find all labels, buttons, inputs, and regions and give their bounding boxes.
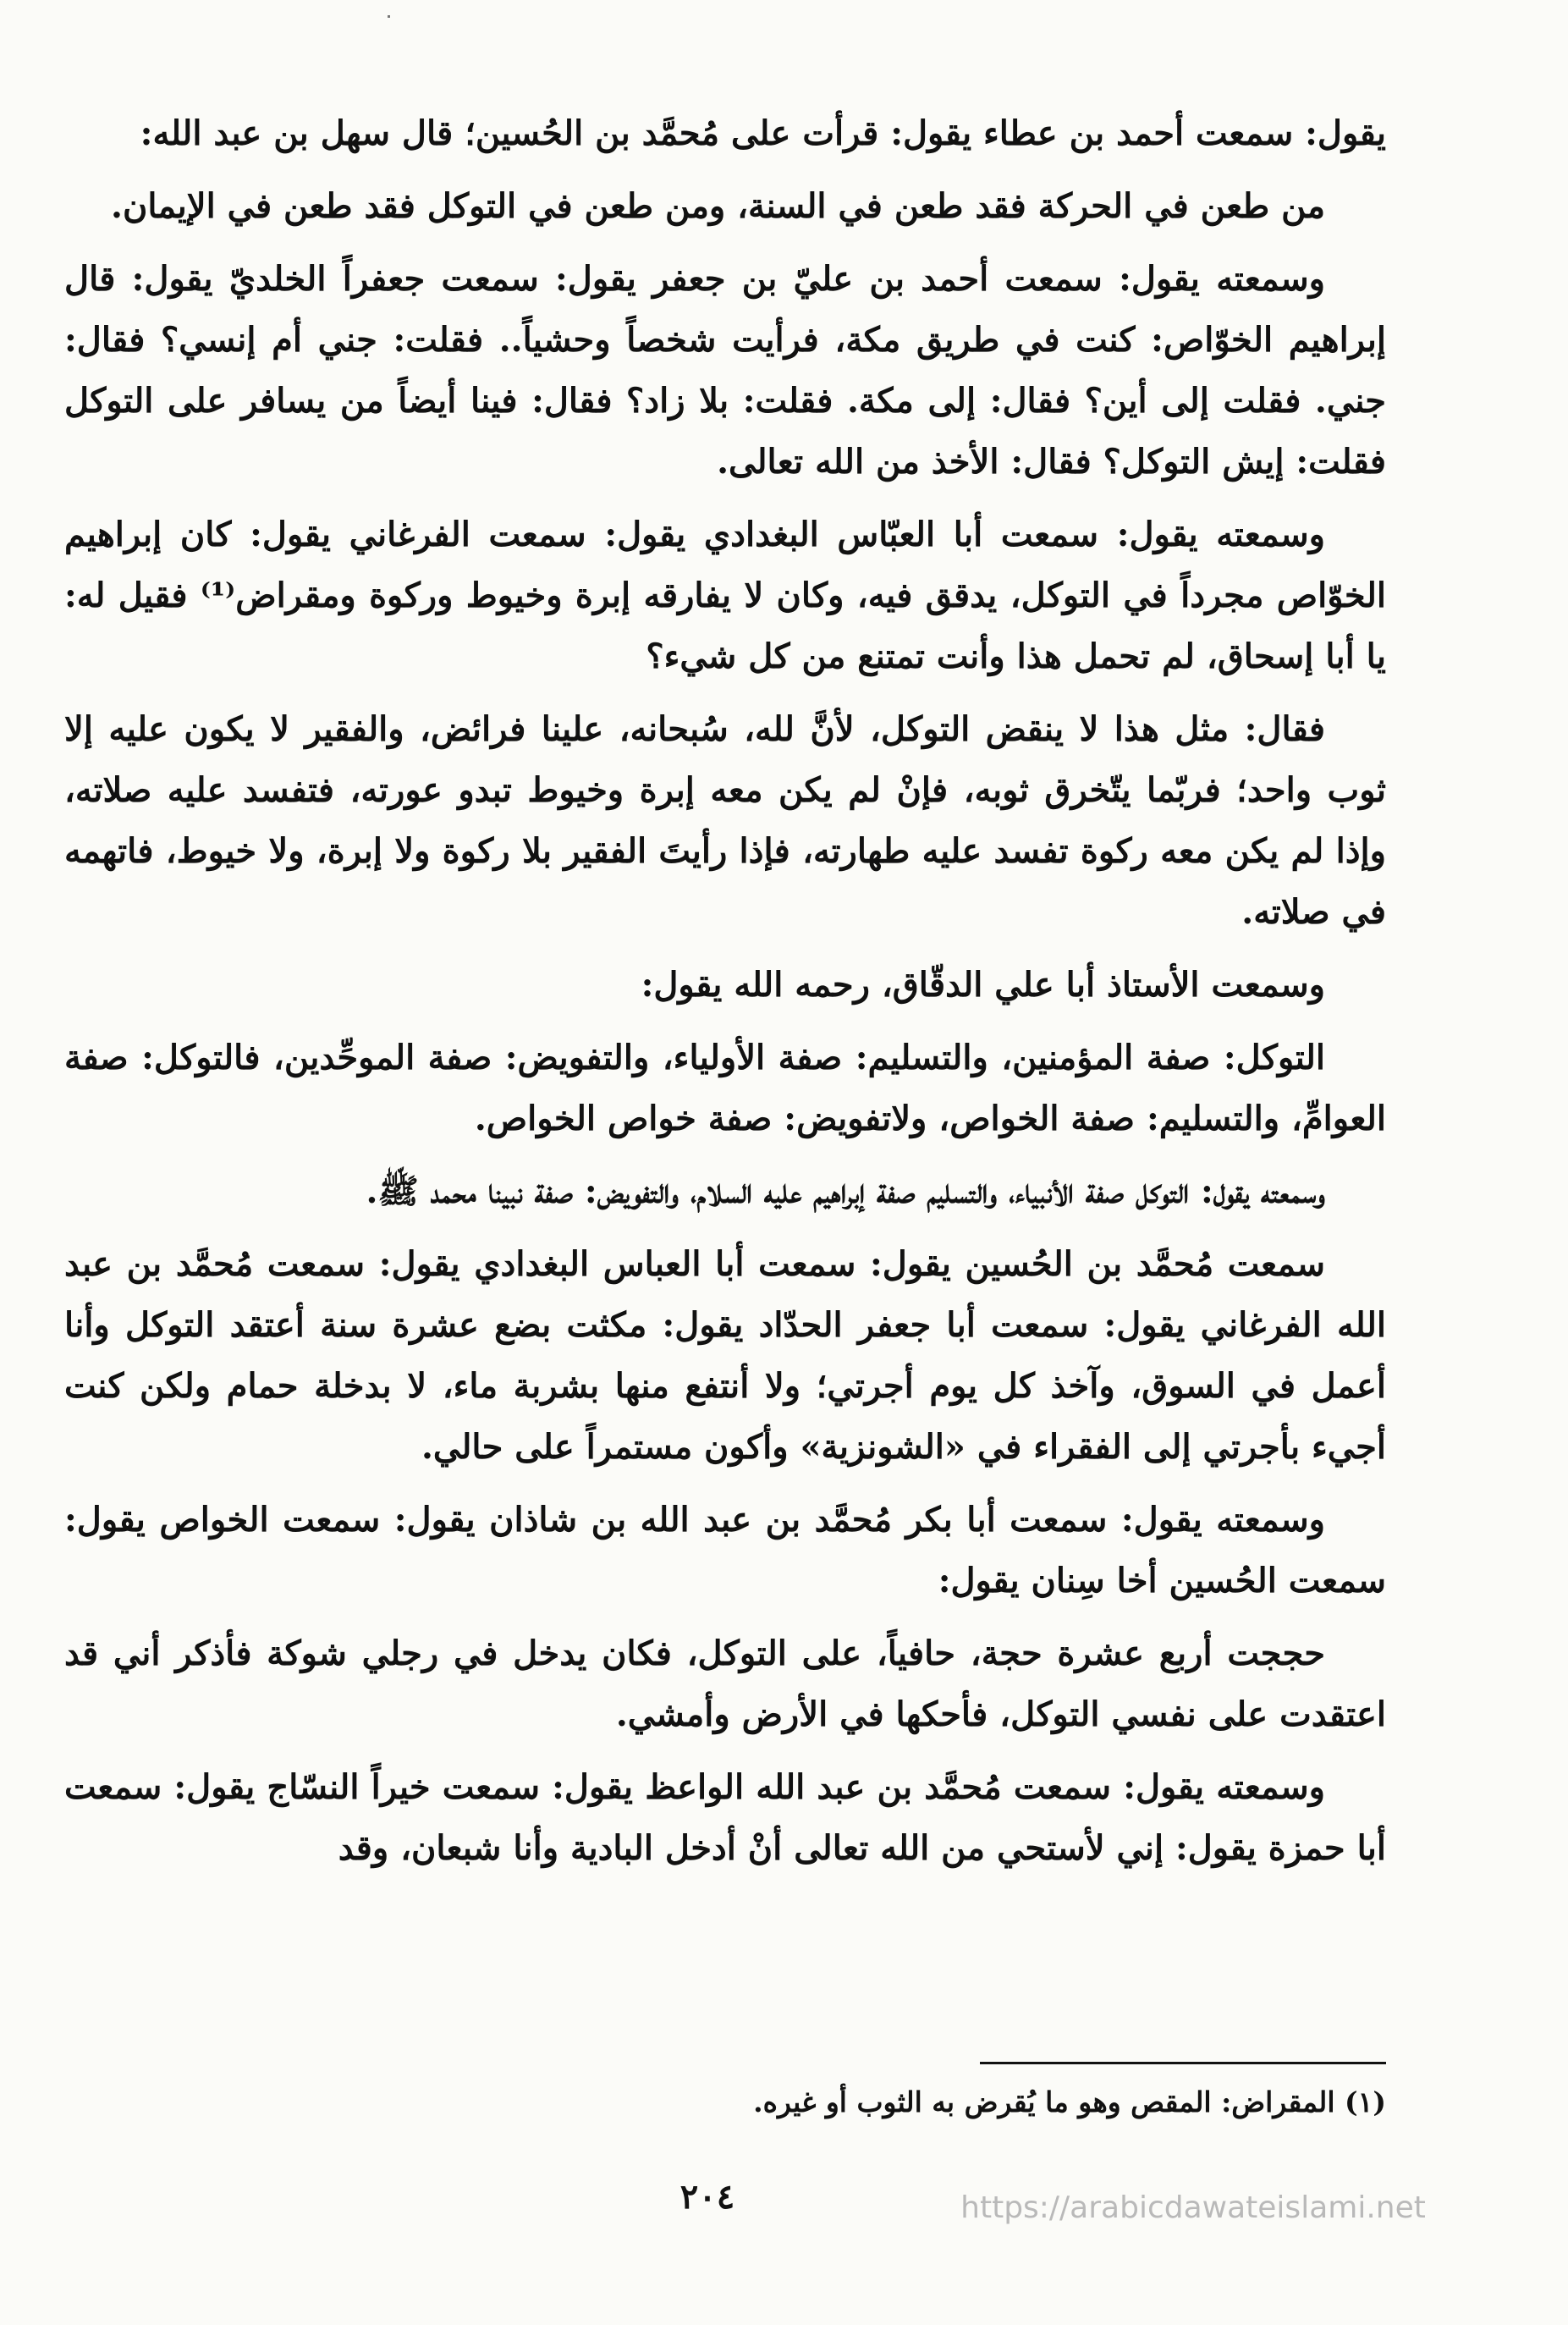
paragraph: وسمعته يقول: سمعت مُحمَّد بن عبد الله الواعظ يقول: سمعت خيراً النسّاج يقول: سمعت أبا حمزة يقول: إني لأستحي من الله تعالى أنْ أدخل البادية وأنا شبعان، وقد bbox=[64, 1767, 1386, 1868]
scan-speck bbox=[388, 15, 390, 18]
paragraph: التوكل: صفة المؤمنين، والتسليم: صفة الأولياء، والتفويض: صفة الموحِّدين، فالتوكل: صفة العوامِّ، والتسليم: صفة الخواص، ولاتفويض: صفة خواص الخواص. bbox=[64, 1038, 1386, 1138]
footnote: (١) المقراض: المقص وهو ما يُقرض به الثوب أو غيره. bbox=[753, 2085, 1386, 2118]
paragraph: فقال: مثل هذا لا ينقض التوكل، لأنَّ لله، سُبحانه، علينا فرائض، والفقير لا يكون عليه إلا ثوب واحد؛ فربّما يتّخرق ثوبه، فإنْ لم يكن معه إبرة وخيوط تبدو عورته، فتفسد عليه صلاته، وإذا لم يكن معه ركوة تفسد عليه طهارته، فإذا رأيتَ الفقير بلا ركوة ولا إبرة، ولا خيوط، فاتهمه في صلاته. bbox=[64, 709, 1386, 932]
paragraph: وسمعته يقول: سمعت أبا العبّاس البغدادي يقول: سمعت الفرغاني يقول: كان إبراهيم الخوّاص مجرداً في التوكل، يدقق فيه، وكان لا يفارقه إبرة وخيوط وركوة ومقراض⁽¹⁾ فقيل له: يا أبا إسحاق، لم تحمل هذا وأنت تمتنع من كل شيء؟ bbox=[64, 515, 1386, 676]
footnote-divider bbox=[980, 2062, 1386, 2064]
paragraph: وسمعت الأستاذ أبا علي الدقّاق، رحمه الله يقول: bbox=[641, 965, 1325, 1005]
paragraph: وسمعته يقول: سمعت أبا بكر مُحمَّد بن عبد الله بن شاذان يقول: سمعت الخواص يقول: سمعت الحُسين أخا سِنان يقول: bbox=[64, 1500, 1386, 1601]
paragraph: وسمعته يقول: سمعت أحمد بن عليّ بن جعفر يقول: سمعت جعفراً الخلديّ يقول: قال إبراهيم الخوّاص: كنت في طريق مكة، فرأيت شخصاً وحشياً.. فقلت: جني أم إنسي؟ فقال: جني. فقلت إلى أين؟ فقال: إلى مكة. فقلت: بلا زاد؟ فقال: فينا أيضاً من يسافر على التوكل فقلت: إيش التوكل؟ فقال: الأخذ من الله تعالى. bbox=[64, 259, 1386, 482]
paragraph: يقول: سمعت أحمد بن عطاء يقول: قرأت على مُحمَّد بن الحُسين؛ قال سهل بن عبد الله: bbox=[140, 113, 1386, 153]
paragraph: وسمعته يقول: التوكل صفة الأنبياء، والتسليم صفة إبراهيم عليه السلام، والتفويض: صفة نبينا محمد ﷺ. bbox=[366, 1171, 1325, 1211]
watermark-url: https://arabicdawateislami.net bbox=[960, 2190, 1426, 2225]
main-text bbox=[64, 103, 1386, 1891]
paragraph: سمعت مُحمَّد بن الحُسين يقول: سمعت أبا العباس البغدادي يقول: سمعت مُحمَّد بن عبد الله الفرغاني يقول: سمعت أبا جعفر الحدّاد يقول: مكثت بضع عشرة سنة أعتقد التوكل وأنا أعمل في السوق، وآخذ كل يوم أجرتي؛ ولا أنتفع منها بشربة ماء، لا بدخلة حمام ولكن كنت أجيء بأجرتي إلى الفقراء في «الشونزية» وأكون مستمراً على حالي. bbox=[64, 1244, 1386, 1467]
paragraph: من طعن في الحركة فقد طعن في السنة، ومن طعن في التوكل فقد طعن في الإيمان. bbox=[111, 186, 1325, 226]
page-number: ٢٠٤ bbox=[679, 2177, 735, 2217]
paragraph: حججت أربع عشرة حجة، حافياً، على التوكل، فكان يدخل في رجلي شوكة فأذكر أني قد اعتقدت على نفسي التوكل، فأحكها في الأرض وأمشي. bbox=[64, 1634, 1386, 1734]
